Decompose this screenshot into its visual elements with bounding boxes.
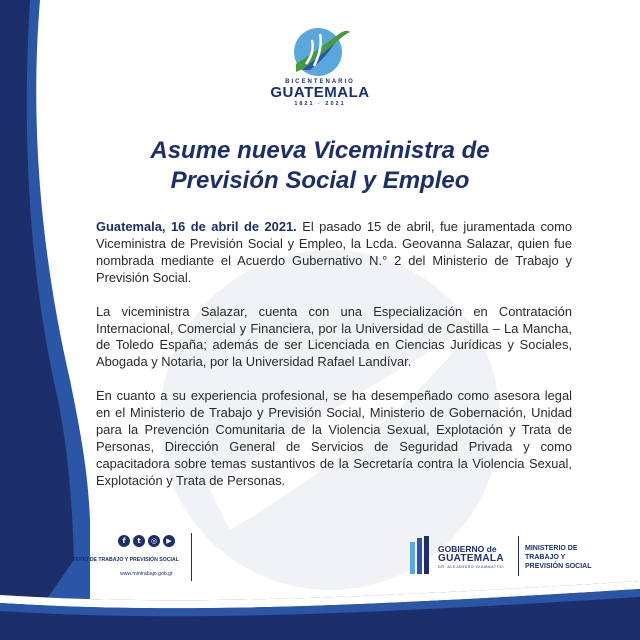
- logo-title: GUATEMALA: [270, 84, 370, 101]
- facebook-icon[interactable]: f: [118, 535, 130, 547]
- headline-line-2: Previsión Social y Empleo: [170, 167, 470, 194]
- social-icons: [118, 535, 175, 547]
- twitter-icon[interactable]: t: [133, 535, 145, 547]
- instagram-icon[interactable]: ◎: [148, 535, 160, 547]
- paragraph-1: [96, 219, 572, 287]
- quetzal-emblem-icon: [290, 26, 350, 78]
- footer-left: [50, 531, 200, 586]
- footer-divider: [191, 533, 192, 581]
- footer-right-divider: [518, 536, 519, 576]
- gobierno-logo-icon: [410, 536, 434, 574]
- paragraph-3: En cuanto a su experiencia profesional, se ha desempeñado como asesora legal en el Ministerio de Trabajo y Previsión Social, Ministerio de Gobernación, Unidad para la Prevención Comunitaria de la Violencia Sexual, Explotación y Trata de Personas, Dirección General de Servicios de Seguridad Privada y como capacitadora sobre temas sustantivos de la Secretaría contra la Violencia Sexual, Explotación y Trata de Personas.: [96, 388, 572, 488]
- logo-years: 1821 · 2021: [294, 101, 346, 107]
- logo-subtitle: BICENTENARIO: [285, 79, 355, 85]
- footer-website-link[interactable]: www.mintrabajo.gob.gt: [120, 571, 173, 577]
- bicentenario-logo: [264, 26, 376, 126]
- guatemala-label: GUATEMALA: [438, 553, 504, 564]
- article-body: [96, 219, 572, 507]
- president-label: DR. ALEJANDRO GIAMMATTEI: [438, 565, 505, 569]
- ministry-line-3: PREVISIÓN SOCIAL: [525, 563, 592, 570]
- ministry-line-2: TRABAJO Y: [525, 554, 566, 561]
- headline: [100, 136, 540, 196]
- footer-ministry-name: MINISTERIO DE TRABAJO Y PREVISIÓN SOCIAL: [58, 557, 179, 563]
- youtube-icon[interactable]: ▶: [163, 535, 175, 547]
- gobierno-label: GOBIERNO de: [438, 544, 497, 554]
- footer-right: [410, 536, 610, 581]
- paragraph-1-text: El pasado 15 de abril, fue juramentada como Viceministra de Previsión Social y Empleo, la Lcda. Geovanna Salazar, quien fue nombrada mediante el Acuerdo Gubernativo N.° 2 del Ministerio de Trabajo y Previsión Social.: [96, 219, 573, 285]
- dateline: Guatemala, 16 de abril de 2021.: [96, 219, 297, 234]
- headline-line-1: Asume nueva Viceministra de: [150, 137, 490, 164]
- ministry-line-1: MINISTERIO DE: [525, 545, 578, 552]
- paragraph-2: La viceministra Salazar, cuenta con una Especialización en Contratación Internacional, Comercial y Financiera, por la Universidad de Castilla – La Mancha, de Toledo España; además de ser Licenciada en Ciencias Jurídicas y Sociales, Abogada y Notaria, por la Universidad Rafael Landívar.: [96, 303, 572, 370]
